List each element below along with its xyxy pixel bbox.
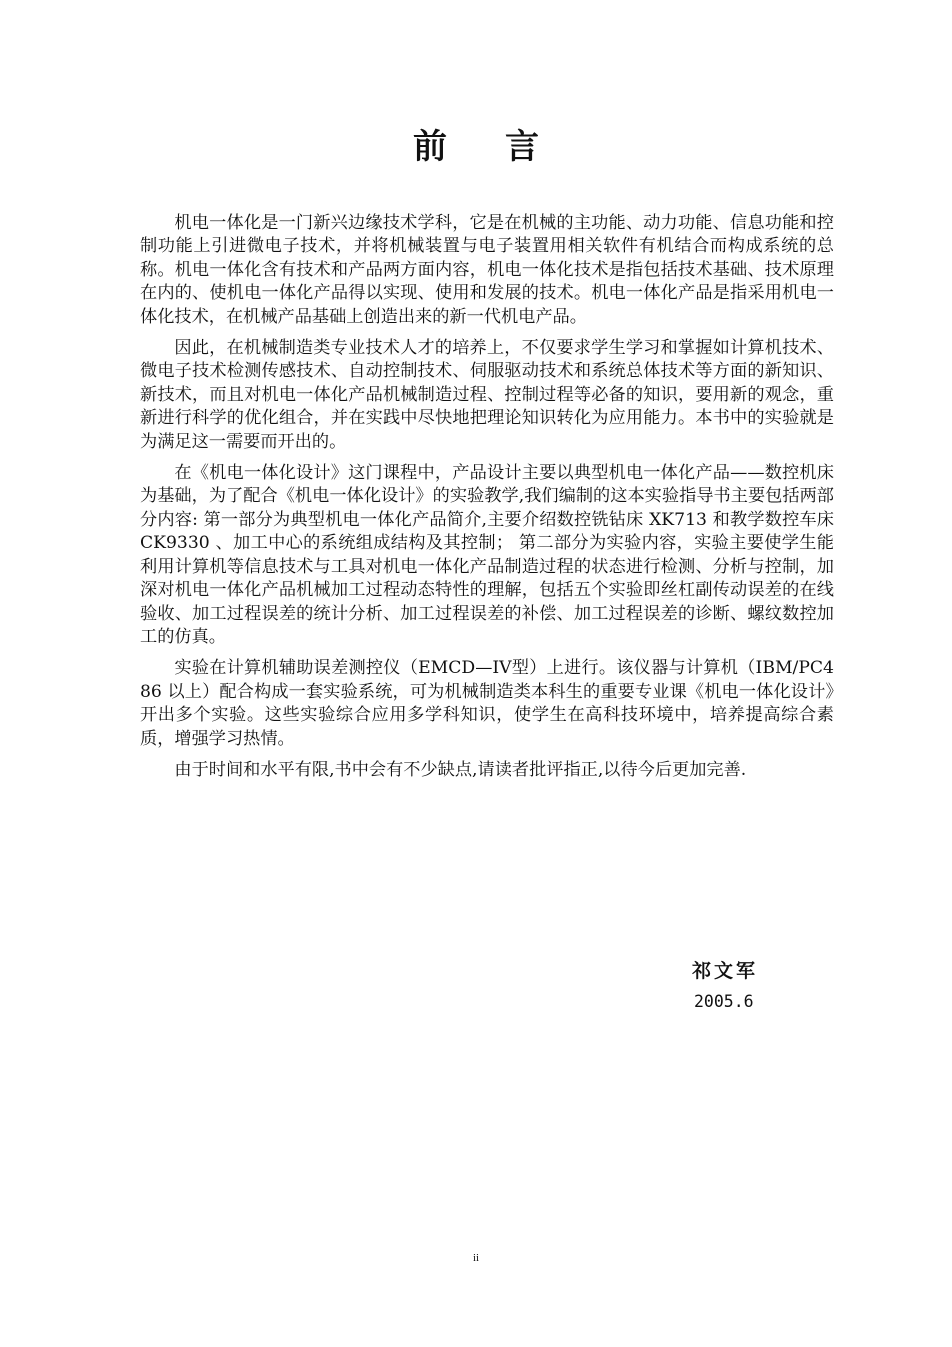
paragraph-3: 在《机电一体化设计》这门课程中，产品设计主要以典型机电一体化产品——数控机床为基础，为了配合《机电一体化设计》的实验教学,我们编制的这本实验指导书主要包括两部分内容: 第一部分为典型机电一体化产品简介,主要介绍数控铣钻床 XK713 和教学数控车床 CK9330 、加工中心的系统组成结构及其控制； 第二部分为实验内容，实验主要使学生能利用计算机等信息技术与工具对机电一体化产品制造过程的状态进行检测、分析与控制，加深对机电一体化产品机械加工过程动态特性的理解，包括五个实验即丝杠副传动误差的在线验收、加工过程误差的统计分析、加工过程误差的补偿、加工过程误差的诊断、螺纹数控加工的仿真。: [140, 463, 834, 647]
page-number: ii: [472, 1252, 480, 1264]
author-signature: 祁文军: [692, 960, 759, 982]
paragraph-1: 机电一体化是一门新兴边缘技术学科，它是在机械的主功能、动力功能、信息功能和控制功能上引进微电子技术，并将机械装置与电子装置用相关软件有机结合而构成系统的总称。机电一体化含有技术和产品两方面内容，机电一体化技术是指包括技术基础、技术原理在内的、使机电一体化产品得以实现、使用和发展的技术。机电一体化产品是指采用机电一体化技术，在机械产品基础上创造出来的新一代机电产品。: [140, 213, 834, 327]
page-title: 前言: [413, 127, 597, 167]
paragraph-4: 实验在计算机辅助误差测控仪（EMCD—IV型）上进行。该仪器与计算机（IBM/PC486 以上）配合构成一套实验系统，可为机械制造类本科生的重要专业课《机电一体化设计》开出多个实验。这些实验综合应用多学科知识，使学生在高科技环境中，培养提高综合素质，增强学习热情。: [140, 658, 834, 749]
preface-body: [140, 212, 834, 790]
date: 2005.6: [694, 992, 754, 1011]
paragraph-5: 由于时间和水平有限,书中会有不少缺点,请读者批评指正,以待今后更加完善.: [174, 759, 747, 780]
paragraph-2: 因此，在机械制造类专业技术人才的培养上，不仅要求学生学习和掌握如计算机技术、微电子技术检测传感技术、自动控制技术、伺服驱动技术和系统总体技术等方面的新知识、新技术，而且对机电一体化产品机械制造过程、控制过程等必备的知识，要用新的观念，重新进行科学的优化组合，并在实践中尽快地把理论知识转化为应用能力。本书中的实验就是为满足这一需要而开出的。: [140, 338, 834, 452]
